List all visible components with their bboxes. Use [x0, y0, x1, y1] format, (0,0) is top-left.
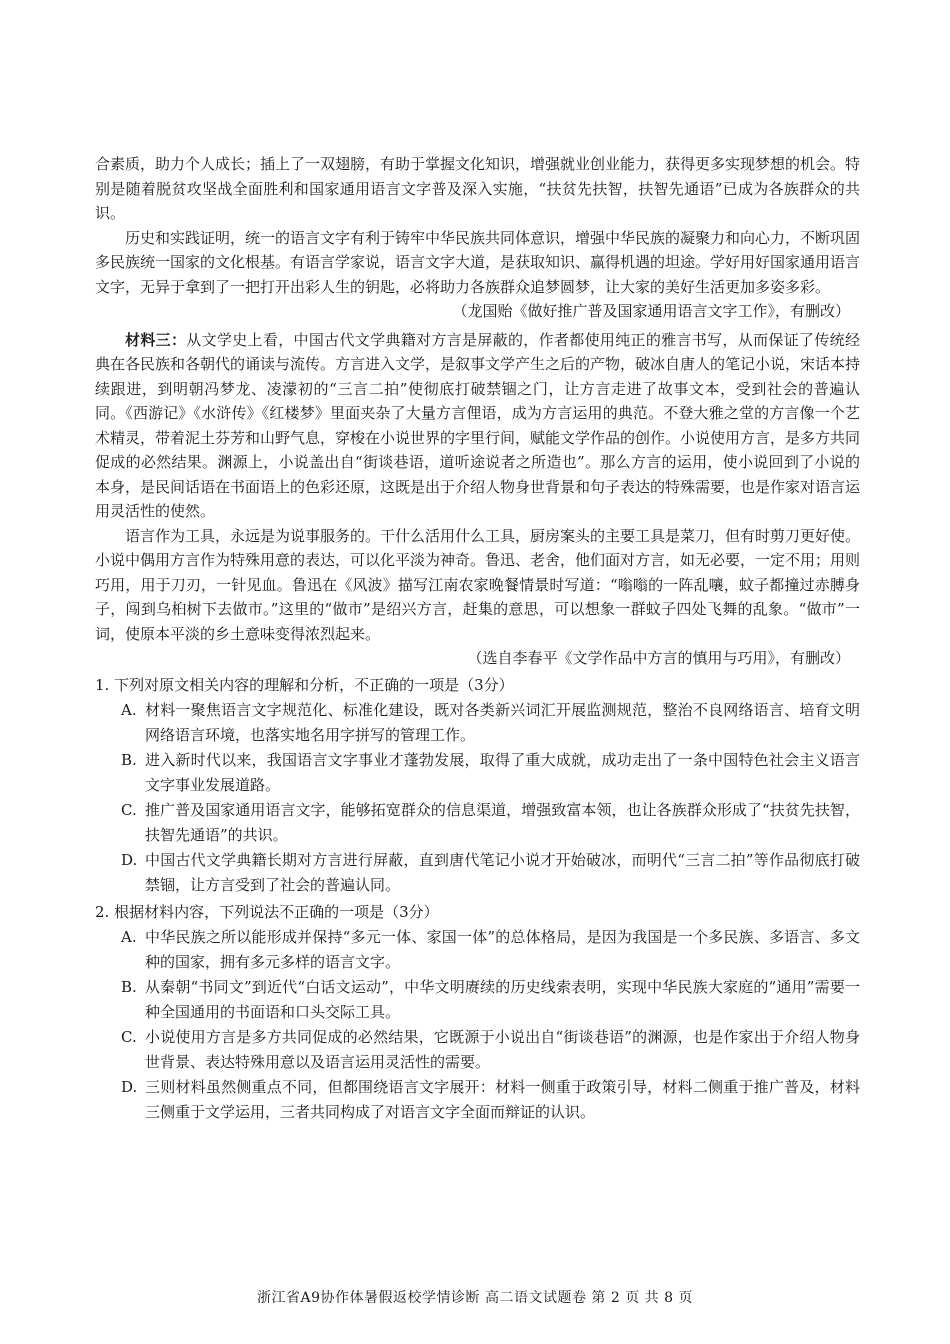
option-letter: A.	[121, 927, 137, 946]
option-d	[95, 1075, 860, 1125]
option-letter: B.	[121, 750, 137, 769]
option-letter: C.	[121, 800, 137, 819]
question-2	[95, 900, 860, 1125]
option-text: 材料一聚焦语言文字规范化、标准化建设，既对各类新兴词汇开展监测规范，整治不良网络语言、培育文明网络语言环境，也落实地名用字拼写的管理工作。	[145, 700, 860, 744]
option-c	[95, 1025, 860, 1075]
material-two-paragraph: 历史和实践证明，统一的语言文字有利于铸牢中华民族共同体意识，增强中华民族的凝聚力和向心力，不断巩固多民族统一国家的文化根基。有语言学家说，语言文字大道，是获取知识、赢得机遇的坦途。学好用好国家通用语言文字，无异于拿到了一把打开出彩人生的钥匙，必将助力各族群众追梦圆梦，让大家的美好生活更加多姿多彩。	[95, 228, 861, 296]
page-footer: 浙江省A9协作体暑假返校学情诊断 高二语文试题卷 第 2 页 共 8 页	[257, 1290, 693, 1306]
option-letter: A.	[121, 700, 137, 719]
option-a	[95, 925, 860, 975]
option-d	[95, 848, 860, 898]
question-stem: 2. 根据材料内容，下列说法不正确的一项是（3分）	[95, 902, 439, 921]
option-b	[95, 975, 860, 1025]
question-1	[95, 673, 860, 898]
question-stem: 1. 下列对原文相关内容的理解和分析，不正确的一项是（3分）	[95, 675, 514, 694]
material-three-paragraph-2: 语言作为工具，永远是为说事服务的。干什么活用什么工具，厨房案头的主要工具是菜刀，但有时剪刀更好使。小说中偶用方言作为特殊用意的表达，可以化平淡为神奇。鲁迅、老舍，他们面对方言，如无必要，一定不用；用则巧用，用于刀刃，一针见血。鲁迅在《风波》描写江南农家晚餐情景时写道：“嗡嗡的一阵乱嚷，蚊子都撞过赤膊身子，闯到乌桕树下去做市。”这里的“做市”是绍兴方言，赶集的意思，可以想象一群蚊子四处飞舞的乱象。“做市”一词，使原本平淡的乡土意味变得浓烈起来。	[95, 526, 861, 643]
page-content	[95, 152, 860, 1125]
material-three-text: 从文学史上看，中国古代文学典籍对方言是屏蔽的，作者都使用纯正的雅言书写，从而保证了传统经典在各民族和各朝代的诵读与流传。方言进入文学，是叙事文学产生之后的产物，破冰自唐人的笔记小说，宋话本持续跟进，到明朝冯梦龙、凌濛初的“三言二拍”使彻底打破禁锢之门，让方言走进了故事文本，受到社会的普遍认同。《西游记》《水浒传》《红楼梦》里面夹杂了大量方言俚语，成为方言运用的典范。不登大雅之堂的方言像一个艺术精灵，带着泥土芬芳和山野气息，穿梭在小说世界的字里行间，赋能文学作品的创作。小说使用方言，是多方共同促成的必然结果。渊源上，小说盖出自“街谈巷语，道听途说者之所造也”。那么方言的运用，使小说回到了小说的本身，是民间话语在书面语上的色彩还原，这既是出于介绍人物身世背景和句子表达的特殊需要，也是作家对语言运用灵活性的使然。	[95, 330, 861, 520]
option-text: 中华民族之所以能形成并保持“多元一体、家国一体”的总体格局，是因为我国是一个多民族、多语言、多文种的国家，拥有多元多样的语言文字。	[145, 927, 860, 971]
option-text: 中国古代文学典籍长期对方言进行屏蔽，直到唐代笔记小说才开始破冰，而明代“三言二拍”等作品彻底打破禁锢，让方言受到了社会的普遍认同。	[145, 850, 860, 894]
option-letter: B.	[121, 977, 137, 996]
material-three-source: （选自李春平《文学作品中方言的慎用与巧用》，有删改）	[467, 649, 850, 667]
option-letter: D.	[121, 850, 138, 869]
option-text: 小说使用方言是多方共同促成的必然结果，它既源于小说出自“街谈巷语”的渊源，也是作家出于介绍人物身世背景、表达特殊用意以及语言运用灵活性的需要。	[145, 1027, 860, 1071]
option-text: 推广普及国家通用语言文字，能够拓宽群众的信息渠道，增强致富本领，也让各族群众形成了“扶贫先扶智，扶智先通语”的共识。	[145, 800, 860, 844]
option-text: 进入新时代以来，我国语言文字事业才蓬勃发展，取得了重大成就，成功走出了一条中国特色社会主义语言文字事业发展道路。	[145, 750, 860, 794]
material-three-title: 材料三：	[125, 330, 187, 349]
option-text: 从秦朝“书同文”到近代“白话文运动”，中华文明赓续的历史线索表明，实现中华民族大家庭的“通用”需要一种全国通用的书面语和口头交际工具。	[145, 977, 860, 1021]
option-letter: C.	[121, 1027, 137, 1046]
material-two-source: （龙国贻《做好推广普及国家通用语言文字工作》，有删改）	[452, 302, 850, 320]
material-two-paragraph-continued: 合素质，助力个人成长；插上了一双翅膀，有助于掌握文化知识，增强就业创业能力，获得更多实现梦想的机会。特别是随着脱贫攻坚战全面胜利和国家通用语言文字普及深入实施，“扶贫先扶智，扶智先通语”已成为各族群众的共识。	[95, 155, 861, 222]
option-a	[95, 698, 860, 748]
option-c	[95, 798, 860, 848]
option-letter: D.	[121, 1077, 138, 1096]
option-text: 三则材料虽然侧重点不同，但都围绕语言文字展开：材料一侧重于政策引导，材料二侧重于推广普及，材料三侧重于文学运用，三者共同构成了对语言文字全面而辩证的认识。	[145, 1077, 860, 1121]
material-three-paragraph	[95, 328, 860, 524]
option-b	[95, 748, 860, 798]
